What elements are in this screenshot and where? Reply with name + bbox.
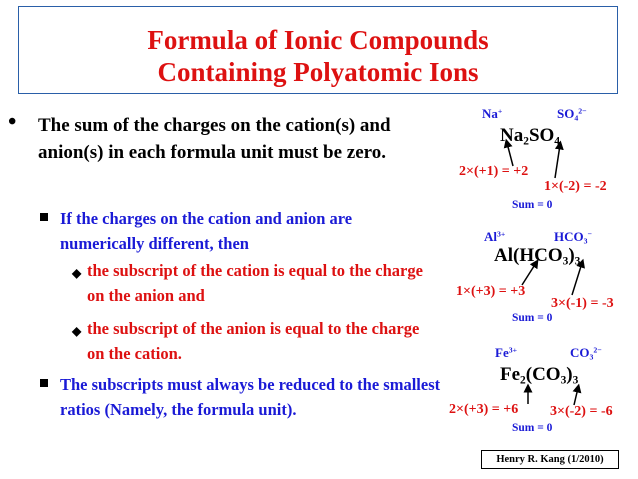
formula-3: $Fe_2(CO_3)_3$ bbox=[500, 364, 579, 387]
diamond-bullet-icon: ◆ bbox=[72, 266, 82, 280]
cation-calc-3: 2×(+3) = +6 bbox=[449, 402, 519, 417]
cation-label-1: Na+ bbox=[482, 106, 503, 121]
cation-label-2: $Al^{3+}$ bbox=[484, 229, 506, 244]
bullet-sub-1-text: If the charges on the cation and anion are numerically different, then bbox=[60, 209, 353, 253]
arrow-anion-1 bbox=[555, 145, 560, 178]
anion-label-1: $SO_4^{2-}$ bbox=[557, 106, 587, 123]
cation-label-3: $Fe^{3+}$ bbox=[495, 345, 518, 360]
formula-1: $Na_2SO_4$ bbox=[500, 125, 560, 148]
cation-calc-1: 2×(+1) = +2 bbox=[459, 164, 529, 179]
sum-2: Sum = 0 bbox=[512, 312, 553, 324]
anion-label-3: $CO_3^{2-}$ bbox=[570, 345, 602, 362]
bullet-sub-2-text: The subscripts must always be reduced to the smallest ratios (Namely, the formula unit). bbox=[60, 375, 441, 419]
title-line-2: Containing Polyatomic Ions bbox=[157, 57, 479, 87]
author-credit: Henry R. Kang (1/2010) bbox=[481, 450, 619, 469]
diamond-bullet-icon: ◆ bbox=[72, 324, 82, 338]
formula-2: $Al(HCO_3)_3$ bbox=[494, 245, 581, 268]
anion-calc-1: 1×(-2) = -2 bbox=[544, 179, 607, 194]
anion-calc-2: 3×(-1) = -3 bbox=[551, 296, 614, 311]
arrow-anion-2 bbox=[572, 263, 582, 295]
bullet-dot-icon: • bbox=[8, 109, 17, 135]
arrow-anion-3 bbox=[574, 388, 578, 405]
bullet-main-text: The sum of the charges on the cation(s) and anion(s) in each formula unit must be zero. bbox=[38, 115, 391, 163]
anion-label-2: $HCO_3^-$ bbox=[554, 229, 592, 246]
title-line-1: Formula of Ionic Compounds bbox=[147, 25, 489, 55]
bullet-subsub-2-text: the subscript of the anion is equal to the charge on the cation. bbox=[87, 319, 420, 363]
bullet-subsub-1-text: the subscript of the cation is equal to the charge on the anion and bbox=[87, 261, 423, 305]
sum-3: Sum = 0 bbox=[512, 422, 553, 434]
anion-calc-3: 3×(-2) = -6 bbox=[550, 404, 613, 419]
sum-1: Sum = 0 bbox=[512, 199, 553, 211]
cation-calc-2: 1×(+3) = +3 bbox=[456, 284, 526, 299]
